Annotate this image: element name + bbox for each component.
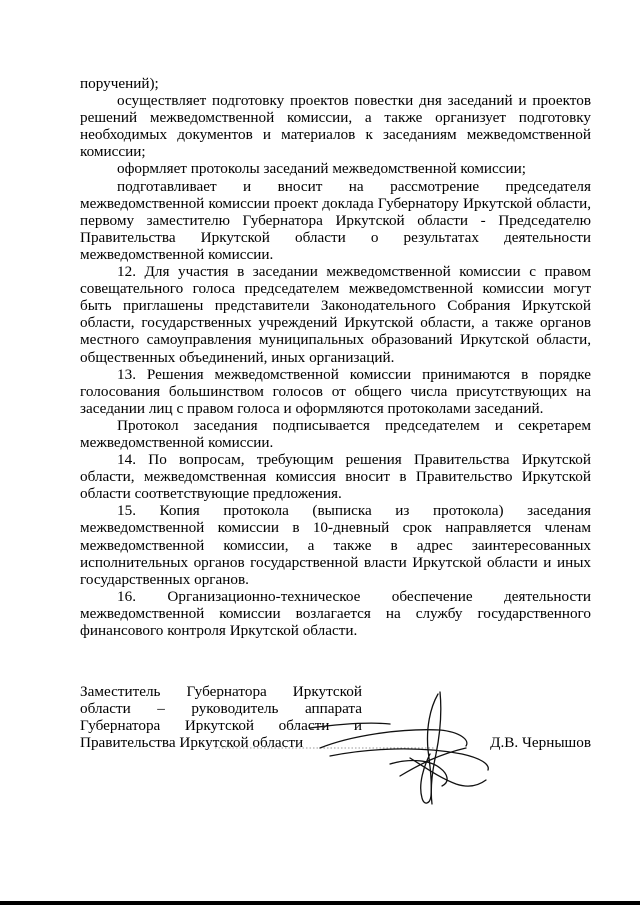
paragraph-16: 16. Организационно-техническое обеспечение деятельности межведомственной комиссии возлагается на службу государственного финансового контроля Иркутской области. (80, 587, 591, 639)
paragraph-3: подготавливает и вносит на рассмотрение председателя межведомственной комиссии проект доклада Губернатору Иркутской области, первому заместителю Губернатора Иркутской области - Председателю Правительства Иркутской области о результатах деятельности межведомственной комиссии. (80, 177, 591, 263)
paragraph-13: 13. Решения межведомственной комиссии принимаются в порядке голосования большинством голосов от общего числа присутствующих на заседании лиц с правом голоса и оформляются протоколами заседаний. (80, 365, 591, 417)
paragraph-0: поручений); (80, 75, 159, 92)
signatory-name: Д.В. Чернышов (490, 734, 591, 751)
document-body (80, 75, 591, 639)
scan-bottom-edge (0, 901, 640, 905)
paragraph-2: оформляет протоколы заседаний межведомственной комиссии; (117, 160, 527, 178)
paragraph-1: осуществляет подготовку проектов повестки дня заседаний и проектов решений межведомственной комиссии, а также организует подготовку необходимых документов и материалов к заседаниям межведомственной комиссии; (80, 92, 591, 161)
signatory-position-line: Заместитель Губернатора Иркутской (80, 683, 362, 700)
handwritten-signature (290, 688, 500, 808)
signatory-position-line: области – руководитель аппарата (80, 700, 362, 718)
paragraph-13-protocol: Протокол заседания подписывается председателем и секретарем межведомственной комиссии. (80, 416, 591, 451)
signatory-position-line: Правительства Иркутской области (80, 734, 304, 752)
paragraph-12: 12. Для участия в заседании межведомственной комиссии с правом совещательного голоса председателем межведомственной комиссии могут быть приглашены представители Законодательного Собрания Иркутской области, государственных учреждений Иркутской области, а также органов местного самоуправления муниципальных образований Иркутской области, общественных объединений, иных организаций. (80, 263, 591, 366)
paragraph-14: 14. По вопросам, требующим решения Правительства Иркутской области, межведомственная комиссия вносит в Правительство Иркутской области соответствующие предложения. (80, 451, 591, 503)
signatory-position-line: Губернатора Иркутской области и (80, 717, 362, 735)
paragraph-15: 15. Копия протокола (выписка из протокола) заседания межведомственной комиссии в 10-дневный срок направляется членам межведомственной комиссии, а также в адрес заинтересованных исполнительных органов государственной власти Иркутской области и иных государственных органов. (80, 502, 591, 588)
